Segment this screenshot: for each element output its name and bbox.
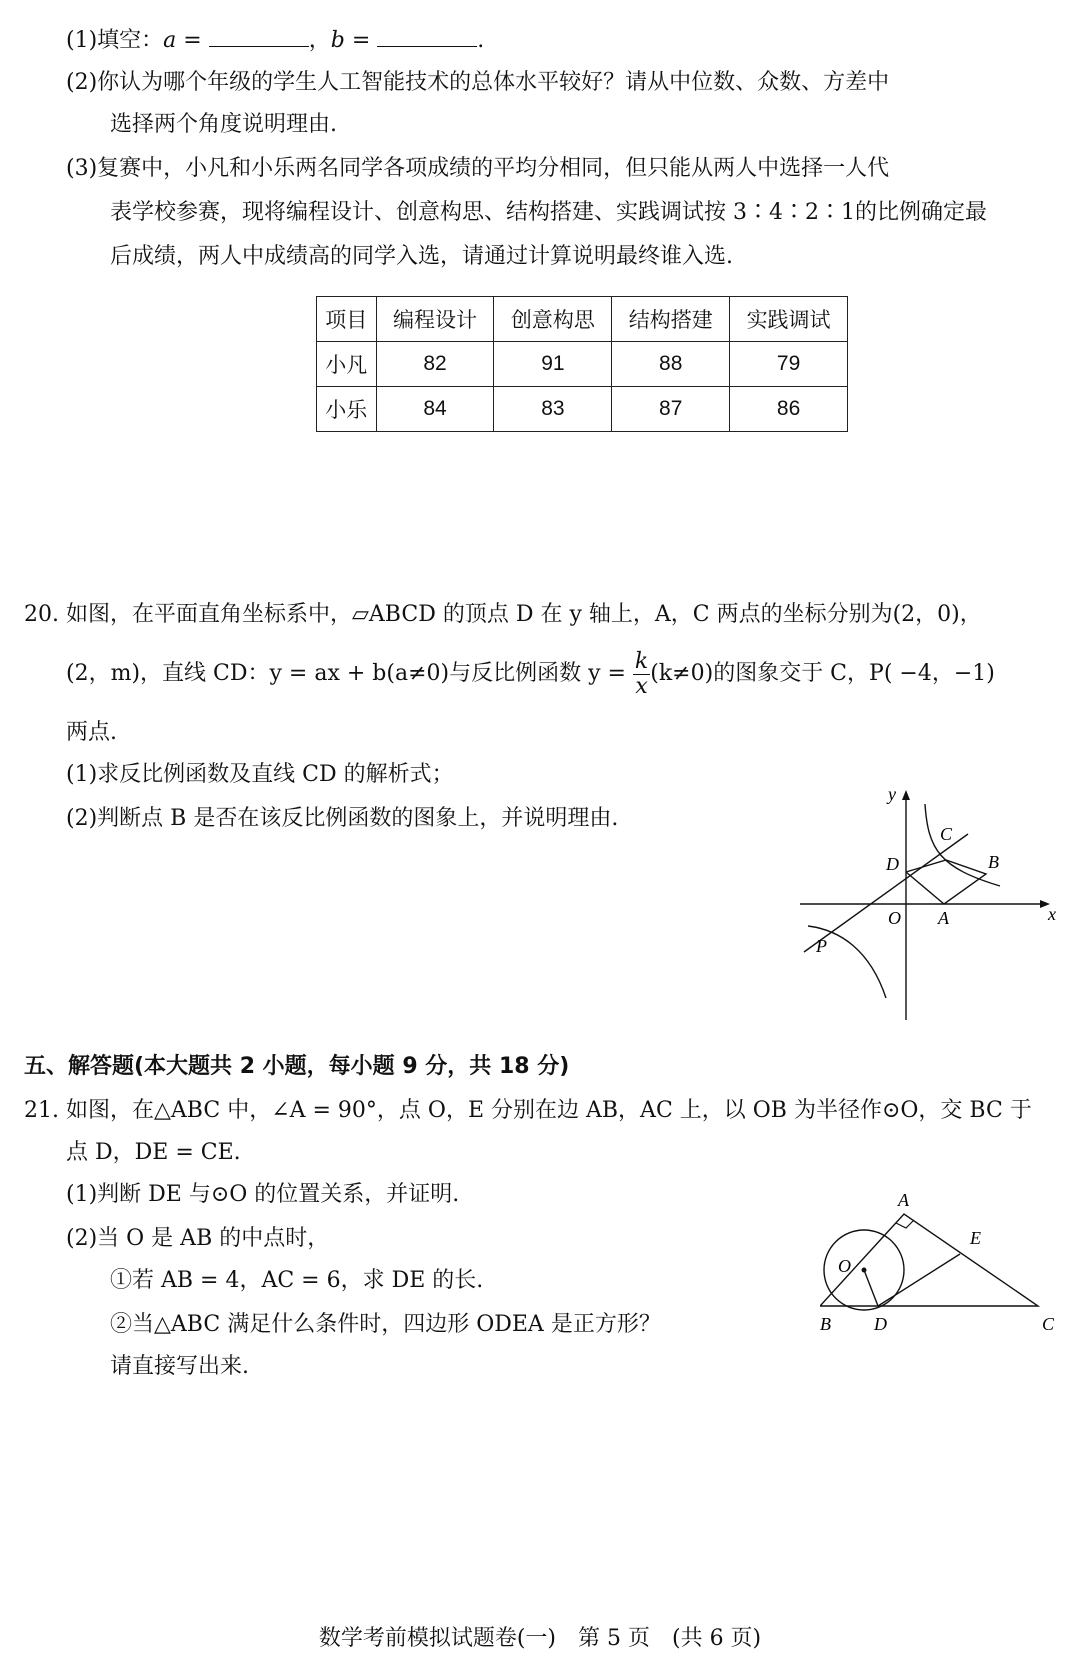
q21-part2-sub1: ①若 AB = 4，AC = 6，求 DE 的长. [110,1268,484,1293]
label-c: C [1042,1314,1055,1334]
table-cell: 84 [376,387,494,432]
q21-line1: 21. 如图，在△ABC 中，∠A = 90°，点 O，E 分别在边 AB，AC 上，以 OB 为半径作⊙O，交 BC 于 [24,1098,1032,1123]
table-row [317,387,848,432]
table-cell: 82 [376,342,494,387]
q20-line2: (2，m)，直线 CD：y = ax + b(a≠0)与反比例函数 y = $\frac{k}{x}$ (k≠0)的图象交于 C，P( −4，−1) [66,648,995,699]
q21-part1: (1)判断 DE 与⊙O 的位置关系，并证明. [66,1182,460,1207]
label-c: C [940,824,953,844]
q20-part1: (1)求反比例函数及直线 CD 的解析式； [66,762,454,787]
q20-line3: 两点. [66,720,117,745]
label-a: A [898,1190,909,1210]
table-cell: 88 [612,342,730,387]
q21-part2-sub3: 请直接写出来. [110,1354,249,1379]
table-header-row [317,297,848,342]
q20-part2: (2)判断点 B 是否在该反比例函数的图象上，并说明理由. [66,806,619,831]
triangle-abc [820,1214,1038,1306]
label-b: B [988,852,999,872]
table-cell: 83 [494,387,612,432]
q20-coordinate-figure [800,790,1060,1030]
table-header-cell: 项目 [317,297,377,342]
label-o: O [838,1256,851,1276]
score-table [316,296,848,432]
table-cell: 87 [612,387,730,432]
q21-part2: (2)当 O 是 AB 的中点时， [66,1226,330,1251]
label-d: D [874,1314,887,1334]
line-cd [804,834,968,952]
table-row [317,342,848,387]
hyperbola-branch-upper [925,804,1000,886]
segment-de [878,1254,960,1306]
q19-part3-line3: 后成绩，两人中成绩高的同学入选，请通过计算说明最终谁入选. [110,244,733,269]
label-d: D [886,854,899,874]
table-cell: 91 [494,342,612,387]
table-header-cell: 创意构思 [494,297,612,342]
table-cell: 小乐 [317,387,377,432]
q19-part2-line1: (2)你认为哪个年级的学生人工智能技术的总体水平较好？请从中位数、众数、方差中 [66,70,890,95]
q21-part2-sub2: ②当△ABC 满足什么条件时，四边形 ODEA 是正方形？ [110,1312,661,1337]
label-x: x [1048,904,1056,924]
label-y: y [888,790,896,804]
table-cell: 小凡 [317,342,377,387]
table-cell: 79 [730,342,848,387]
q19-part2-line2: 选择两个角度说明理由. [110,112,337,137]
label-a: A [938,908,949,928]
q20-line1: 20. 如图，在平面直角坐标系中，▱ABCD 的顶点 D 在 y 轴上，A，C 两点的坐标分别为(2，0)， [24,602,982,627]
q19-part3-line1: (3)复赛中，小凡和小乐两名同学各项成绩的平均分相同，但只能从两人中选择一人代 [66,156,890,181]
table-cell: 86 [730,387,848,432]
parallelogram-abcd [906,860,986,904]
table-header-cell: 实践调试 [730,297,848,342]
label-o: O [888,908,901,928]
segment-od [864,1270,878,1306]
label-e: E [970,1228,981,1248]
right-angle-mark [896,1220,914,1228]
page-footer: 数学考前模拟试题卷(一) 第 5 页 (共 6 页) [318,1626,762,1651]
table-header-cell: 结构搭建 [612,297,730,342]
label-p: P [816,936,827,956]
fraction-k-over-x: $\frac{k}{x}$ [634,648,649,699]
q21-line2: 点 D，DE = CE. [66,1140,241,1165]
blank-b[interactable] [377,28,477,47]
table-header-cell: 编程设计 [376,297,494,342]
q19-part1: (1)填空：a = ，b = . [66,28,485,53]
q21-triangle-figure [820,1190,1070,1340]
section-five-heading: 五、解答题(本大题共 2 小题，每小题 9 分，共 18 分) [24,1054,570,1079]
blank-a[interactable] [209,28,309,47]
y-axis-arrow [902,790,910,800]
q19-part3-line2: 表学校参赛，现将编程设计、创意构思、结构搭建、实践调试按 3∶4∶2∶1的比例确定最 [110,200,987,225]
label-b: B [820,1314,831,1334]
